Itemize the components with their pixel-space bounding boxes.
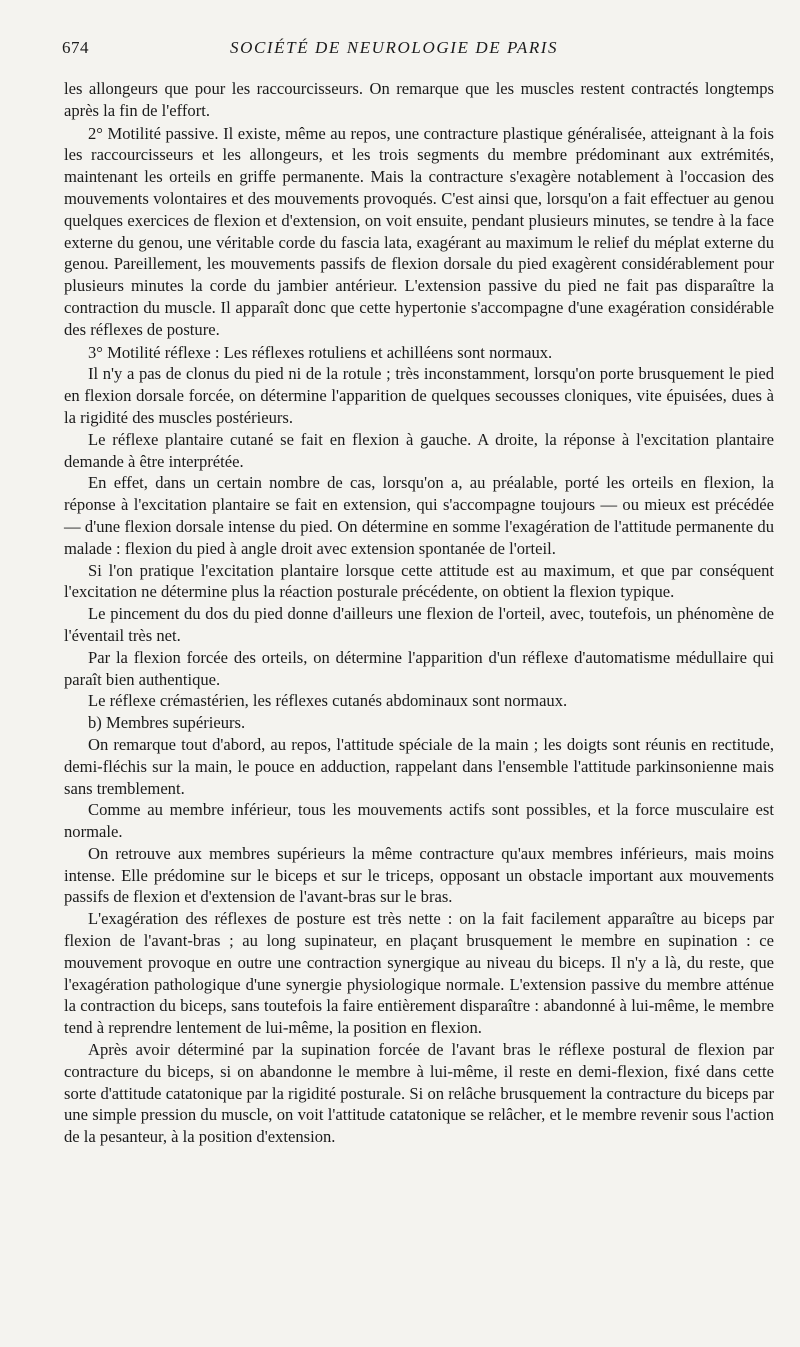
paragraph: Le réflexe crémastérien, les réflexes cutanés abdominaux sont normaux. [88, 691, 568, 711]
paragraph: 2° Motilité passive. Il existe, même au repos, une contracture plastique généralisée, atteignant à la fois les raccourcisseurs et les allongeurs, et les trois segments du membre prédominant aux extrémités, maintenant les orteils en griffe permanente. Mais la contracture s'exagère notablement à l'occasion des mouvements volontaires et des mouvements provoqués. C'est ainsi que, lorsqu'on a fait effectuer au genou quelques exercices de flexion et d'extension, on voit ensuite, pendant plusieurs minutes, se tendre à la face externe du genou, une véritable corde du fascia lata, exagérant au maximum le relief du méplat externe du genou. Pareillement, les mouvements passifs de flexion dorsale du pied exagèrent considérablement pour plusieurs minutes la corde du jambier antérieur. L'extension passive du pied ne fait pas disparaître la contraction du muscle. Il apparaît donc que cette hypertonie s'accompagne d'une exagération considérable des réflexes de posture. [64, 123, 774, 339]
paragraph: Après avoir déterminé par la supination forcée de l'avant bras le réflexe postural de flexion par contracture du biceps, si on abandonne le membre à lui-même, il reste en demi-flexion, fixé dans cette sorte d'attitude catatonique par la rigidité posturale. Si on relâche brusquement la contracture du biceps par une simple pression du muscle, on voit l'attitude catatonique se relâcher, et le membre revenir sous l'action de la pesanteur, à la position d'extension. [64, 1040, 774, 1147]
paragraph: Par la flexion forcée des orteils, on détermine l'apparition d'un réflexe d'automatisme médullaire qui paraît bien authentique. [64, 647, 774, 689]
paragraph: les allongeurs que pour les raccourcisseurs. On remarque que les muscles restent contractés longtemps après la fin de l'effort. [64, 79, 774, 120]
paragraph: On retrouve aux membres supérieurs la même contracture qu'aux membres inférieurs, mais moins intense. Elle prédomine sur le biceps et sur le triceps, opposant un obstacle important aux mouvements passifs de flexion et d'extension de l'avant-bras sur le bras. [64, 843, 774, 907]
running-title: SOCIÉTÉ DE NEUROLOGIE DE PARIS [230, 38, 559, 57]
body-text [64, 78, 774, 1148]
section-heading: b) Membres supérieurs. [88, 713, 246, 733]
paragraph: Comme au membre inférieur, tous les mouvements actifs sont possibles, et la force musculaire est normale. [64, 800, 774, 842]
paragraph: 3° Motilité réflexe : Les réflexes rotuliens et achilléens sont normaux. [88, 342, 553, 362]
paragraph: Il n'y a pas de clonus du pied ni de la rotule ; très inconstamment, lorsqu'on porte brusquement le pied en flexion dorsale forcée, on détermine l'apparition de quelques secousses cloniques, vite épuisées, dues à la rigidité des muscles postérieurs. [64, 364, 774, 427]
paragraph: On remarque tout d'abord, au repos, l'attitude spéciale de la main ; les doigts sont réunis en rectitude, demi-fléchis sur la main, le pouce en adduction, rappelant dans l'ensemble l'attitude parkinsonienne mais sans tremblement. [64, 734, 774, 798]
paragraph: Si l'on pratique l'excitation plantaire lorsque cette attitude est au maximum, et que par conséquent l'excitation ne détermine plus la réaction posturale précédente, on obtient la flexion typique. [64, 560, 774, 602]
paragraph: En effet, dans un certain nombre de cas, lorsqu'on a, au préalable, porté les orteils en flexion, la réponse à l'excitation plantaire se fait en extension, qui s'accompagne toujours — ou mieux est précédée — d'une flexion dorsale intense du pied. On détermine en somme l'exagération de l'attitude permanente du malade : flexion du pied à angle droit avec extension spontanée de l'orteil. [64, 473, 774, 558]
page-header [62, 38, 764, 68]
paragraph: Le réflexe plantaire cutané se fait en flexion à gauche. A droite, la réponse à l'excitation plantaire demande à être interprétée. [64, 429, 774, 471]
paragraph: Le pincement du dos du pied donne d'ailleurs une flexion de l'orteil, avec, toutefois, un phénomène de l'éventail très net. [64, 604, 774, 645]
page-number: 674 [62, 38, 89, 57]
paragraph: L'exagération des réflexes de posture est très nette : on la fait facilement apparaître au biceps par flexion de l'avant-bras ; au long supinateur, en plaçant brusquement le membre en supination : ce mouvement provoque en outre une contraction synergique au niveau du biceps. Il n'y a là, du reste, que l'exagération pathologique d'une synergie physiologique normale. L'extension passive du membre atténue la contraction du biceps, sans toutefois la faire entièrement disparaître : abandonné à lui-même, le membre tend à reprendre lentement de lui-même, la position en flexion. [64, 909, 774, 1038]
